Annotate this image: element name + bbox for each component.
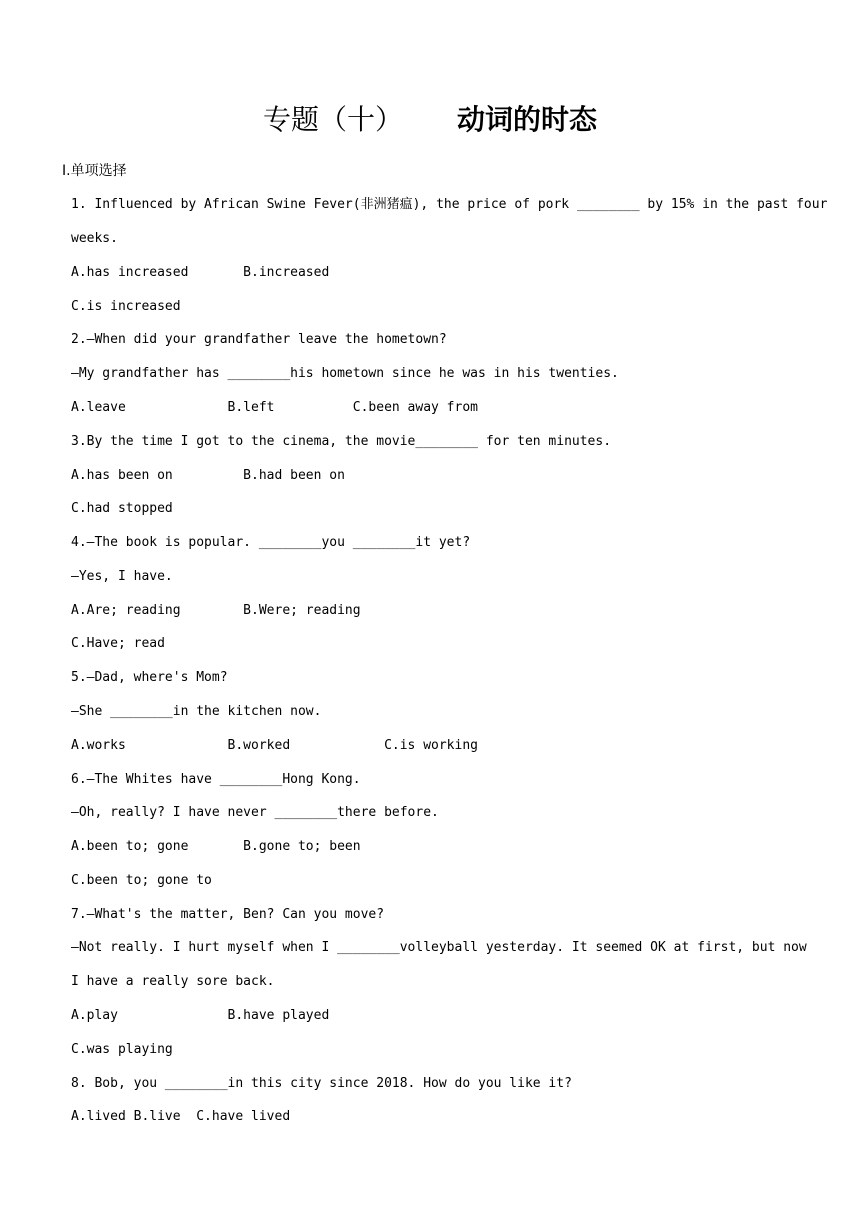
q7-stem: 7.—What's the matter, Ben? Can you move? — [71, 907, 385, 922]
q8-options: A.lived B.live C.have lived — [71, 1109, 291, 1124]
q2-stem: 2.—When did your grandfather leave the hometown? — [71, 332, 447, 347]
section-heading: Ⅰ.单项选择 — [62, 163, 127, 179]
page-title — [0, 100, 860, 140]
q5-stem: 5.—Dad, where's Mom? — [71, 670, 228, 685]
q8-stem: 8. Bob, you ________in this city since 2018. How do you like it? — [71, 1076, 572, 1091]
q4-answer: —Yes, I have. — [71, 569, 173, 584]
q1-stem-line1: 1. Influenced by African Swine Fever(非洲猪瘟), the price of pork ________ by 15% in the past four — [71, 197, 828, 212]
q1-stem-line2: weeks. — [71, 231, 118, 246]
q6-options-ab: A.been to; gone B.gone to; been — [71, 839, 361, 854]
q4-option-c: C.Have; read — [71, 636, 165, 651]
q7-answer-line1: —Not really. I hurt myself when I ________volleyball yesterday. It seemed OK at first, but now — [71, 940, 807, 955]
q5-answer: —She ________in the kitchen now. — [71, 704, 322, 719]
q1-options-ab: A.has increased B.increased — [71, 265, 330, 280]
title-topic-name: 动词的时态 — [457, 103, 598, 136]
q4-options-ab: A.Are; reading B.Were; reading — [71, 603, 361, 618]
q7-option-c: C.was playing — [71, 1042, 173, 1057]
q2-options: A.leave B.left C.been away from — [71, 400, 478, 415]
q3-options-ab: A.has been on B.had been on — [71, 468, 345, 483]
q4-stem: 4.—The book is popular. ________you ________it yet? — [71, 535, 471, 550]
q6-answer: —Oh, really? I have never ________there before. — [71, 805, 439, 820]
q1-option-c: C.is increased — [71, 299, 181, 314]
q6-stem: 6.—The Whites have ________Hong Kong. — [71, 772, 361, 787]
q3-option-c: C.had stopped — [71, 501, 173, 516]
q7-answer-line2: I have a really sore back. — [71, 974, 275, 989]
title-topic-number: 专题（十） — [262, 103, 403, 136]
q2-answer: —My grandfather has ________his hometown since he was in his twenties. — [71, 366, 619, 381]
q5-options: A.works B.worked C.is working — [71, 738, 478, 753]
q7-options-ab: A.play B.have played — [71, 1008, 330, 1023]
q3-stem: 3.By the time I got to the cinema, the movie________ for ten minutes. — [71, 434, 612, 449]
q6-option-c: C.been to; gone to — [71, 873, 212, 888]
